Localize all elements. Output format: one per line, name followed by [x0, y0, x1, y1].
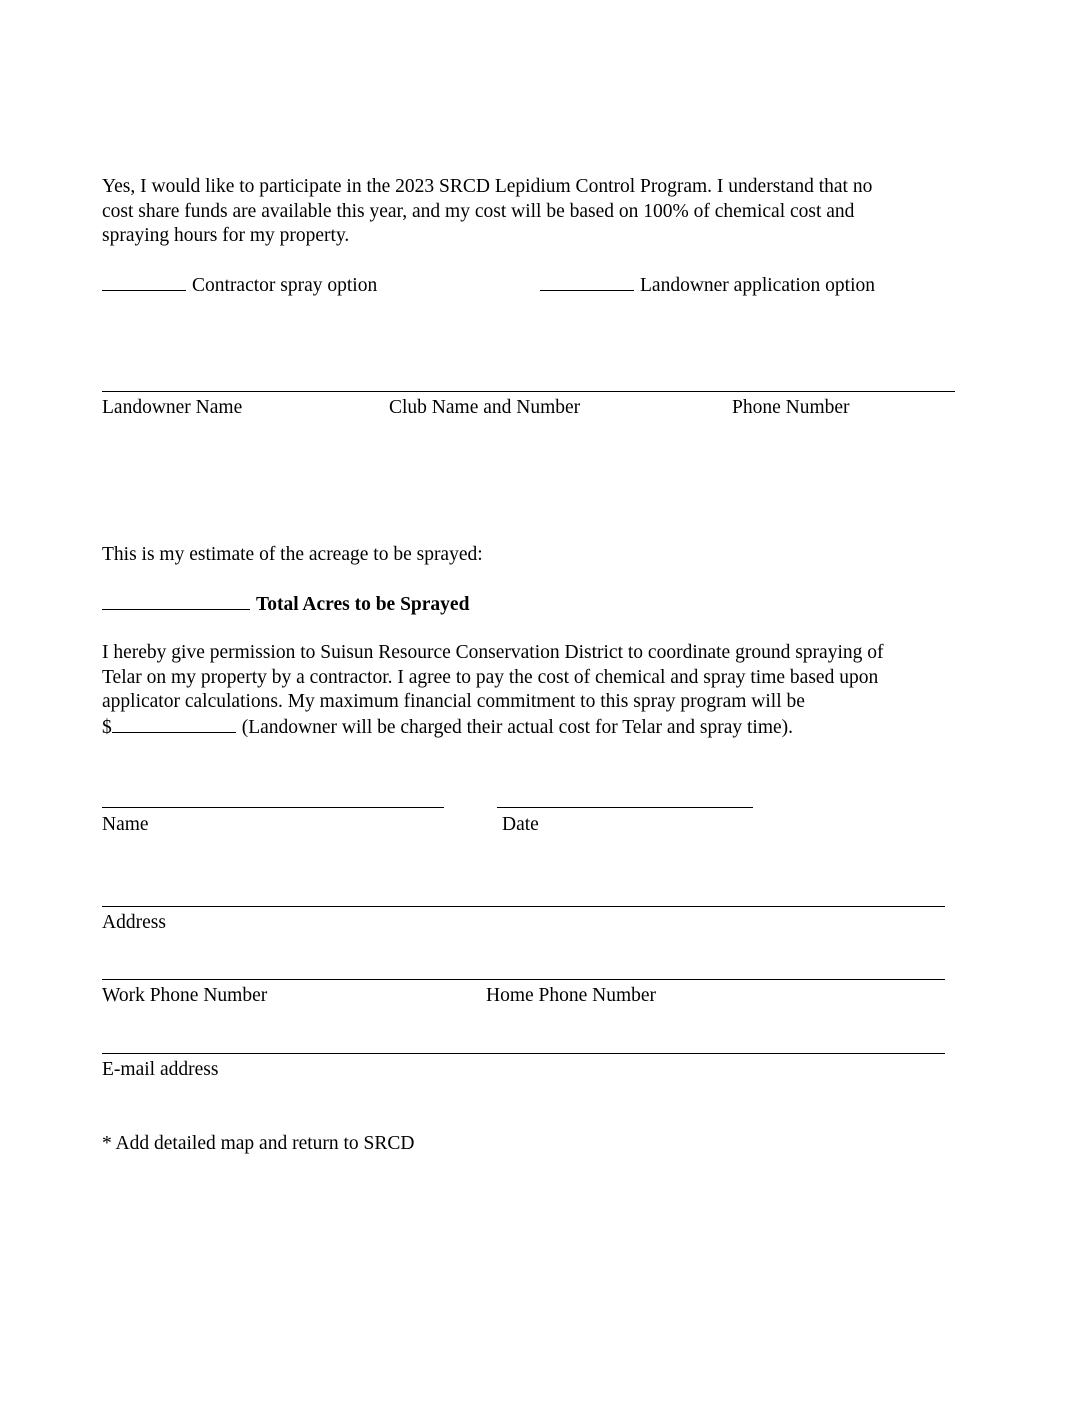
- intro-paragraph: [102, 175, 872, 249]
- landowner-name-label: Landowner Name: [102, 397, 243, 418]
- total-acres-label: Total Acres to be Sprayed: [256, 594, 470, 615]
- permission-last-line: [102, 715, 883, 741]
- permission-paragraph: [102, 641, 883, 740]
- landowner-option-label: Landowner application option: [640, 275, 876, 296]
- landowner-info-line[interactable]: [102, 391, 955, 392]
- total-acres-blank[interactable]: [102, 592, 250, 610]
- intro-line: Yes, I would like to participate in the 2023 SRCD Lepidium Control Program. I understand that no: [102, 176, 873, 197]
- date-label: Date: [502, 814, 539, 835]
- club-name-label: Club Name and Number: [389, 397, 581, 418]
- landowner-option-blank[interactable]: [540, 273, 634, 291]
- footer-note: * Add detailed map and return to SRCD: [102, 1133, 415, 1154]
- intro-line: cost share funds are available this year, and my cost will be based on 100% of chemical cost and: [102, 200, 855, 222]
- dollar-sign: $: [102, 716, 112, 738]
- address-label: Address: [102, 912, 166, 933]
- phone-number-label: Phone Number: [732, 397, 850, 418]
- phone-line[interactable]: [102, 979, 945, 980]
- contractor-option-blank[interactable]: [102, 273, 186, 291]
- permission-line: I hereby give permission to Suisun Resource Conservation District to coordinate ground spraying of: [102, 642, 884, 663]
- home-phone-label: Home Phone Number: [486, 985, 657, 1006]
- name-label: Name: [102, 814, 149, 835]
- work-phone-label: Work Phone Number: [102, 985, 268, 1006]
- max-commitment-blank[interactable]: [112, 715, 236, 733]
- permission-line: applicator calculations. My maximum financial commitment to this spray program will be: [102, 691, 805, 712]
- name-signature-line[interactable]: [102, 807, 444, 808]
- contractor-option[interactable]: [102, 273, 377, 298]
- total-acres-field[interactable]: [102, 592, 469, 617]
- intro-line: spraying hours for my property.: [102, 225, 350, 246]
- contractor-option-label: Contractor spray option: [192, 275, 378, 296]
- email-label: E-mail address: [102, 1059, 219, 1080]
- email-line[interactable]: [102, 1053, 945, 1054]
- date-line[interactable]: [497, 807, 753, 808]
- permission-line: Telar on my property by a contractor. I agree to pay the cost of chemical and spray time based upon: [102, 666, 879, 688]
- permission-suffix: (Landowner will be charged their actual cost for Telar and spray time).: [241, 716, 794, 738]
- acreage-estimate-text: This is my estimate of the acreage to be sprayed:: [102, 544, 483, 565]
- landowner-option[interactable]: [540, 273, 875, 298]
- address-line[interactable]: [102, 906, 945, 907]
